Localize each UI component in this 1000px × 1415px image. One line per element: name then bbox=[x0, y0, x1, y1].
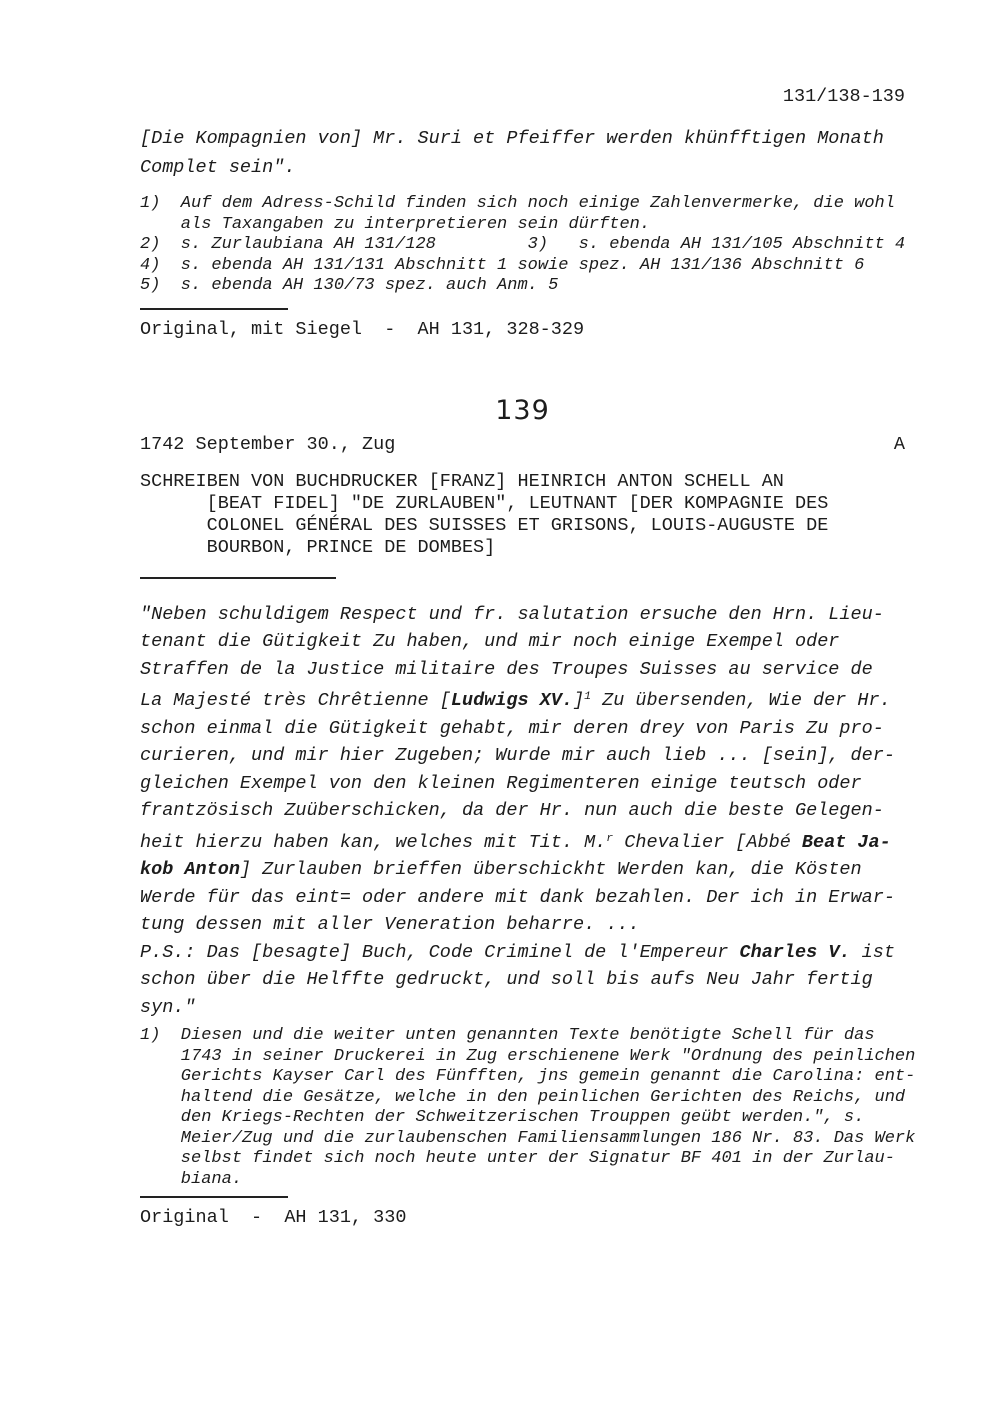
text-line bbox=[140, 153, 905, 182]
text-segment: Meier/Zug und die zurlaubenschen Familiensammlungen 186 Nr. 83. Das Werk bbox=[140, 1128, 916, 1148]
text-segment: 2) s. Zurlaubiana AH 131/128 3) s. ebenda AH 131/105 Abschnitt 4 bbox=[140, 235, 906, 254]
text-segment: Werde für das eint= oder andere mit dank bezahlen. Der ich in Erwar- bbox=[140, 886, 895, 908]
text-segment: SCHREIBEN VON BUCHDRUCKER [FRANZ] HEINRICH ANTON SCHELL AN bbox=[140, 470, 784, 492]
text-segment: Straffen de la Justice militaire des Troupes Suisses au service de bbox=[140, 658, 873, 680]
text-segment: schon einmal die Gütigkeit gehabt, mir deren drey von Paris Zu pro- bbox=[140, 717, 884, 739]
entry-source-line: Original - AH 131, 330 bbox=[140, 1207, 407, 1229]
text-segment: als Taxangaben zu interpretieren sein dürften. bbox=[140, 214, 651, 234]
text-line bbox=[140, 770, 905, 798]
text-line bbox=[140, 235, 905, 256]
text-segment: Ludwigs XV. bbox=[450, 690, 573, 712]
text-line bbox=[140, 656, 905, 684]
text-line bbox=[140, 911, 905, 939]
entry-number-heading: 139 bbox=[495, 394, 550, 426]
text-line bbox=[140, 1088, 905, 1109]
text-segment: haltend die Gesätze, welche in den peinlichen Gerichten des Reichs, und bbox=[140, 1087, 906, 1107]
text-segment: Beat Ja- bbox=[801, 831, 891, 853]
text-line bbox=[140, 471, 905, 493]
text-line bbox=[140, 715, 905, 743]
text-segment: 1743 in seiner Druckerei in Zug erschienene Werk "Ordnung des peinlichen bbox=[140, 1046, 916, 1066]
text-segment: ist bbox=[850, 941, 895, 963]
separator-rule bbox=[140, 308, 288, 310]
text-line bbox=[140, 825, 905, 856]
text-line bbox=[140, 742, 905, 770]
text-segment: Chevalier [Abbé bbox=[613, 831, 802, 853]
text-segment: 1 bbox=[584, 690, 591, 704]
text-segment: 4) s. ebenda AH 131/131 Abschnitt 1 sowie spez. AH 131/136 Abschnitt 6 bbox=[140, 255, 865, 275]
text-line bbox=[140, 124, 905, 153]
entry-date-line bbox=[140, 434, 905, 455]
text-line bbox=[140, 884, 905, 912]
text-line bbox=[140, 1026, 905, 1047]
text-line bbox=[140, 1128, 916, 1150]
text-segment: 5) s. ebenda AH 130/73 spez. auch Anm. 5 bbox=[140, 276, 559, 295]
text-line bbox=[140, 683, 905, 714]
page-number-ref: 131/138-139 bbox=[782, 86, 905, 107]
text-line bbox=[140, 966, 905, 994]
entry-footnotes bbox=[140, 1026, 916, 1190]
text-line bbox=[140, 856, 905, 884]
text-line bbox=[140, 601, 905, 629]
text-segment: ] Zurlauben brieffen überschickht Werden kan, die Kösten bbox=[239, 859, 862, 881]
letter-code: A bbox=[893, 433, 905, 455]
text-line bbox=[140, 628, 905, 656]
text-segment: r bbox=[606, 831, 614, 845]
text-segment: syn." bbox=[140, 996, 196, 1018]
text-line bbox=[140, 1170, 905, 1191]
text-segment: [Die Kompagnien von] Mr. Suri et Pfeiffer werden khünfftigen Monath bbox=[140, 128, 884, 149]
text-segment: heit hierzu haben kan, welches mit Tit. M. bbox=[140, 831, 607, 853]
text-line bbox=[140, 1149, 905, 1170]
text-line bbox=[140, 493, 905, 515]
text-segment: schon über die Helffte gedruckt, und soll bis aufs Neu Jahr fertig bbox=[140, 969, 873, 991]
text-segment: [BEAT FIDEL] "DE ZURLAUBEN", LEUTNANT [DER KOMPAGNIE DES bbox=[140, 492, 829, 514]
text-line bbox=[140, 194, 905, 215]
text-segment: Charles V. bbox=[739, 941, 851, 963]
text-segment: den Kriegs-Rechten der Schweitzerischen Trouppen geübt werden.", s. bbox=[140, 1108, 865, 1128]
text-segment: ] bbox=[572, 690, 585, 712]
prev-entry-source-line: Original, mit Siegel - AH 131, 328-329 bbox=[140, 318, 585, 340]
separator-rule bbox=[140, 577, 336, 579]
text-line bbox=[140, 1046, 916, 1068]
text-segment: Zu übersenden, Wie der Hr. bbox=[590, 690, 891, 712]
text-line bbox=[140, 939, 905, 967]
text-segment: Complet sein". bbox=[140, 157, 296, 178]
prev-entry-quote bbox=[140, 124, 905, 182]
prev-entry-footnotes bbox=[140, 194, 905, 297]
text-line bbox=[140, 994, 905, 1022]
text-segment: La Majesté très Chrêtienne [ bbox=[140, 690, 451, 712]
text-segment: 1) Diesen und die weiter unten genannten Texte benötigte Schell für das bbox=[140, 1026, 875, 1046]
text-segment: tung dessen mit aller Veneration beharre. ... bbox=[140, 914, 640, 936]
text-segment: selbst findet sich noch heute unter der Signatur BF 401 in der Zurlau- bbox=[140, 1149, 895, 1169]
text-segment: curieren, und mir hier Zugeben; Wurde mir auch lieb ... [sein], der- bbox=[140, 745, 895, 767]
text-segment: tenant die Gütigkeit Zu haben, und mir noch einige Exempel oder bbox=[140, 631, 840, 653]
date-place: 1742 September 30., Zug bbox=[140, 433, 396, 455]
text-segment: frantzösisch Zuüberschicken, da der Hr. nun auch die beste Gelegen- bbox=[140, 800, 884, 822]
text-segment: P.S.: Das [besagte] Buch, Code Criminel de l'Empereur bbox=[140, 941, 740, 963]
text-segment: Gerichts Kayser Carl des Fünfften, jns gemein genannt die Carolina: ent- bbox=[140, 1067, 916, 1087]
text-segment: gleichen Exempel von den kleinen Regimenteren einige teutsch oder bbox=[140, 772, 862, 794]
text-segment: kob Anton bbox=[140, 859, 240, 881]
separator-rule bbox=[140, 1196, 288, 1198]
text-segment: COLONEL GÉNÉRAL DES SUISSES ET GRISONS, LOUIS-AUGUSTE DE bbox=[140, 515, 829, 537]
text-segment: biana. bbox=[140, 1169, 243, 1189]
letter-quote bbox=[140, 601, 905, 1021]
text-line bbox=[140, 256, 905, 277]
text-line bbox=[140, 515, 905, 537]
text-line bbox=[140, 276, 905, 297]
text-line bbox=[140, 1108, 905, 1129]
text-segment: "Neben schuldigem Respect und fr. salutation ersuche den Hrn. Lieu- bbox=[140, 603, 884, 625]
entry-title bbox=[140, 471, 905, 560]
text-line bbox=[140, 797, 905, 825]
text-segment: BOURBON, PRINCE DE DOMBES] bbox=[140, 537, 496, 559]
text-segment: 1) Auf dem Adress-Schild finden sich noch einige Zahlenvermerke, die wohl bbox=[140, 194, 895, 213]
text-line bbox=[140, 537, 905, 559]
text-line bbox=[140, 215, 905, 236]
text-line bbox=[140, 1067, 916, 1088]
